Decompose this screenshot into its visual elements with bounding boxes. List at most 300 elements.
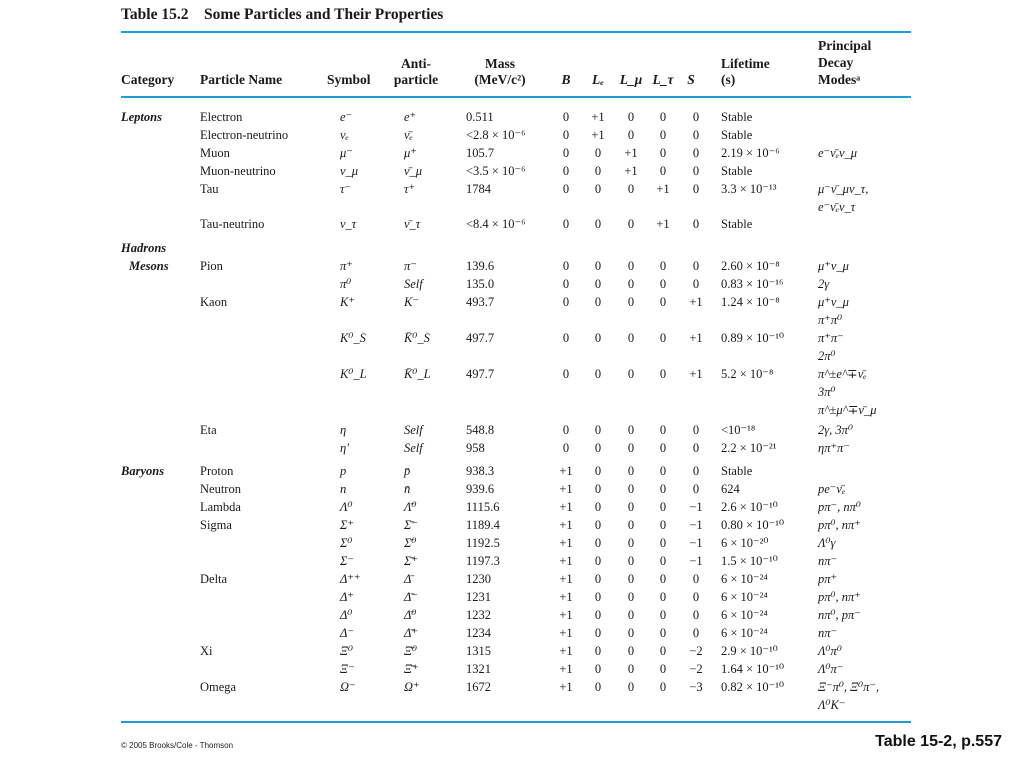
cell-sym: π⁰: [340, 277, 352, 291]
cell-decay-mode: π⁺π⁰: [818, 313, 843, 327]
cell-life: 1.5 × 10⁻¹⁰: [721, 554, 778, 568]
cell-Lm: 0: [627, 331, 635, 345]
category-label: Leptons: [121, 110, 162, 124]
cell-life: <10⁻¹⁸: [721, 423, 756, 437]
cell-decay-mode: 3π⁰: [818, 385, 836, 399]
cell-B: +1: [559, 590, 573, 604]
cell-S: 0: [692, 423, 700, 437]
cell-S: 0: [692, 482, 700, 496]
cell-decay-mode: π^±e^∓ν̄ₑ: [818, 367, 867, 381]
cell-sym: νₑ: [340, 128, 349, 142]
cell-Le: 0: [594, 295, 602, 309]
cell-Lm: 0: [627, 464, 635, 478]
cell-anti: ν̄ₑ: [404, 128, 413, 142]
cell-S: 0: [692, 590, 700, 604]
cell-sym: μ⁻: [340, 146, 353, 160]
cell-sym: Σ⁰: [340, 536, 353, 550]
cell-mass: 0.511: [466, 110, 494, 124]
cell-Lt: 0: [659, 441, 667, 455]
cell-Lt: 0: [659, 146, 667, 160]
cell-life: 6 × 10⁻²⁴: [721, 608, 768, 622]
cell-Lm: 0: [627, 518, 635, 532]
header-antiparticle-2: particle: [393, 72, 439, 87]
cell-decay-mode: pπ⁰, nπ⁺: [818, 518, 861, 532]
cell-Lt: 0: [659, 128, 667, 142]
cell-name: Pion: [200, 259, 223, 273]
cell-name: Proton: [200, 464, 234, 478]
cell-life: 2.6 × 10⁻¹⁰: [721, 500, 778, 514]
cell-decay-mode: 2π⁰: [818, 349, 836, 363]
header-muon-number: L_μ: [619, 72, 643, 87]
cell-Le: +1: [591, 110, 605, 124]
cell-mass: 135.0: [466, 277, 495, 291]
cell-sym: Σ⁺: [340, 518, 355, 532]
header-electron-number: Lₑ: [592, 72, 604, 87]
cell-anti: Λ̄⁰: [404, 500, 417, 514]
cell-mass: 958: [466, 441, 485, 455]
cell-decay-mode: π^±μ^∓ν̄_μ: [818, 403, 877, 417]
cell-Lt: 0: [659, 367, 667, 381]
cell-Lt: 0: [659, 626, 667, 640]
cell-mass: 497.7: [466, 367, 495, 381]
cell-mass: 105.7: [466, 146, 495, 160]
cell-Le: 0: [594, 482, 602, 496]
cell-Lt: 0: [659, 295, 667, 309]
cell-mass: <2.8 × 10⁻⁶: [466, 128, 526, 142]
cell-S: 0: [692, 164, 700, 178]
cell-Le: 0: [594, 518, 602, 532]
cell-sym: Σ⁻: [340, 554, 355, 568]
cell-B: 0: [562, 259, 570, 273]
cell-Lm: 0: [627, 441, 635, 455]
cell-B: 0: [562, 441, 570, 455]
cell-Le: 0: [594, 464, 602, 478]
cell-Le: 0: [594, 441, 602, 455]
cell-name: Neutron: [200, 482, 241, 496]
cell-Le: 0: [594, 572, 602, 586]
cell-name: Electron-neutrino: [200, 128, 289, 142]
top-rule: [121, 31, 911, 33]
cell-sym: Ω⁻: [340, 680, 356, 694]
cell-Lm: 0: [627, 423, 635, 437]
cell-Le: 0: [594, 536, 602, 550]
cell-life: 6 × 10⁻²⁴: [721, 572, 768, 586]
cell-B: +1: [559, 554, 573, 568]
cell-decay-mode: π⁺π⁻: [818, 331, 844, 345]
cell-name: Omega: [200, 680, 237, 694]
cell-Lt: 0: [659, 680, 667, 694]
cell-life: 6 × 10⁻²⁴: [721, 626, 768, 640]
cell-S: −2: [689, 662, 703, 676]
cell-anti: Δ̄⁺: [404, 626, 418, 640]
cell-mass: 1232: [466, 608, 491, 622]
header-lifetime-1: Lifetime: [721, 56, 770, 71]
category-label: Hadrons: [121, 241, 167, 255]
copyright-notice: © 2005 Brooks/Cole - Thomson: [121, 741, 234, 750]
cell-name: Kaon: [200, 295, 228, 309]
header-tau-number: L_τ: [652, 72, 674, 87]
header-rule: [121, 96, 911, 98]
cell-Lt: 0: [659, 518, 667, 532]
cell-decay-mode: nπ⁻: [818, 626, 838, 640]
cell-anti: Σ̄⁺: [404, 554, 419, 568]
header-category: Category: [121, 72, 175, 87]
cell-Lm: 0: [627, 295, 635, 309]
cell-decay-mode: e⁻ν̄ₑν_τ: [818, 200, 856, 214]
cell-B: 0: [562, 182, 570, 196]
cell-Le: 0: [594, 423, 602, 437]
cell-Lm: 0: [627, 367, 635, 381]
cell-Lm: 0: [627, 608, 635, 622]
cell-mass: 1230: [466, 572, 491, 586]
cell-life: Stable: [721, 128, 753, 142]
cell-S: +1: [689, 295, 703, 309]
cell-Lt: 0: [659, 572, 667, 586]
cell-name: Eta: [200, 423, 217, 437]
header-baryon-number: B: [561, 72, 571, 87]
cell-life: 2.60 × 10⁻⁸: [721, 259, 780, 273]
cell-Lm: 0: [627, 500, 635, 514]
cell-S: 0: [692, 182, 700, 196]
cell-anti: Self: [404, 423, 423, 437]
cell-B: 0: [562, 277, 570, 291]
cell-decay-mode: Λ⁰π⁰: [818, 644, 842, 658]
cell-anti: ν̄_τ: [404, 217, 421, 231]
cell-anti: ν̄_μ: [404, 164, 423, 178]
cell-anti: Self: [404, 441, 423, 455]
cell-Le: 0: [594, 259, 602, 273]
header-decay-2: Decay: [818, 55, 854, 70]
cell-sym: K⁰_S: [340, 331, 366, 345]
table-title: Table 15.2 Some Particles and Their Properties: [121, 6, 444, 23]
cell-B: +1: [559, 464, 573, 478]
cell-name: Lambda: [200, 500, 241, 514]
cell-Lt: 0: [659, 590, 667, 604]
cell-B: +1: [559, 608, 573, 622]
cell-S: 0: [692, 608, 700, 622]
cell-Le: 0: [594, 626, 602, 640]
cell-mass: 1192.5: [466, 536, 500, 550]
cell-B: 0: [562, 423, 570, 437]
cell-S: 0: [692, 110, 700, 124]
cell-Le: 0: [594, 164, 602, 178]
cell-decay-mode: μ⁺ν_μ: [818, 295, 849, 309]
cell-Lm: 0: [627, 572, 635, 586]
cell-sym: Ξ⁻: [340, 662, 355, 676]
header-lifetime-2: (s): [721, 72, 736, 87]
header-strangeness: S: [687, 72, 695, 87]
cell-B: 0: [562, 295, 570, 309]
cell-name: Delta: [200, 572, 228, 586]
cell-Le: 0: [594, 554, 602, 568]
cell-decay-mode: μ⁺ν_μ: [818, 259, 849, 273]
cell-life: 0.80 × 10⁻¹⁰: [721, 518, 785, 532]
cell-sym: n: [340, 482, 347, 496]
cell-B: +1: [559, 644, 573, 658]
cell-anti: e⁺: [404, 110, 417, 124]
cell-B: 0: [562, 128, 570, 142]
cell-anti: K̄⁰_L: [404, 367, 431, 381]
cell-decay-mode: pπ⁻, nπ⁰: [818, 500, 861, 514]
cell-anti: τ⁺: [404, 182, 416, 196]
cell-Lt: 0: [659, 608, 667, 622]
cell-name: Muon: [200, 146, 230, 160]
cell-anti: Ω⁺: [404, 680, 420, 694]
cell-S: −3: [689, 680, 703, 694]
cell-sym: Λ⁰: [340, 500, 353, 514]
cell-S: −1: [689, 518, 703, 532]
cell-Lt: 0: [659, 277, 667, 291]
cell-Le: 0: [594, 500, 602, 514]
cell-Lm: +1: [624, 146, 638, 160]
cell-Lm: 0: [627, 217, 635, 231]
cell-decay-mode: 2γ: [818, 277, 830, 291]
cell-mass: 939.6: [466, 482, 495, 496]
cell-life: 2.19 × 10⁻⁶: [721, 146, 780, 160]
cell-Le: 0: [594, 331, 602, 345]
cell-life: Stable: [721, 217, 753, 231]
cell-mass: 1197.3: [466, 554, 500, 568]
cell-life: 2.9 × 10⁻¹⁰: [721, 644, 778, 658]
header-antiparticle-1: Anti-: [401, 56, 431, 71]
cell-life: 6 × 10⁻²⁴: [721, 590, 768, 604]
cell-Le: 0: [594, 182, 602, 196]
cell-S: +1: [689, 331, 703, 345]
cell-Lm: 0: [627, 644, 635, 658]
cell-Lt: 0: [659, 644, 667, 658]
cell-Lt: 0: [659, 464, 667, 478]
cell-S: 0: [692, 626, 700, 640]
cell-Lm: 0: [627, 259, 635, 273]
cell-sym: Δ⁻: [340, 626, 354, 640]
cell-life: 1.24 × 10⁻⁸: [721, 295, 780, 309]
cell-mass: 1315: [466, 644, 491, 658]
cell-mass: 1231: [466, 590, 491, 604]
cell-sym: ν_τ: [340, 217, 357, 231]
cell-Lt: 0: [659, 554, 667, 568]
cell-Lm: 0: [627, 277, 635, 291]
cell-life: 0.83 × 10⁻¹⁶: [721, 277, 784, 291]
cell-B: +1: [559, 518, 573, 532]
cell-Lt: +1: [656, 182, 670, 196]
cell-sym: K⁰_L: [340, 367, 367, 381]
cell-sym: Δ⁺⁺: [340, 572, 361, 586]
cell-B: +1: [559, 482, 573, 496]
cell-Le: 0: [594, 680, 602, 694]
header-decay-1: Principal: [818, 38, 872, 53]
cell-S: −2: [689, 644, 703, 658]
cell-Lm: 0: [627, 110, 635, 124]
cell-anti: π⁻: [404, 259, 417, 273]
cell-S: −1: [689, 536, 703, 550]
cell-Lt: 0: [659, 164, 667, 178]
cell-Lt: 0: [659, 500, 667, 514]
cell-B: +1: [559, 626, 573, 640]
cell-sym: K⁺: [340, 295, 355, 309]
cell-Le: 0: [594, 217, 602, 231]
cell-S: 0: [692, 277, 700, 291]
cell-anti: Self: [404, 277, 423, 291]
cell-mass: 1115.6: [466, 500, 500, 514]
cell-anti: Δ̄: [404, 572, 412, 586]
cell-mass: 1189.4: [466, 518, 500, 532]
cell-anti: Ξ̄⁰: [404, 644, 418, 658]
cell-B: 0: [562, 217, 570, 231]
cell-S: 0: [692, 217, 700, 231]
cell-mass: 497.7: [466, 331, 495, 345]
cell-sym: Δ⁺: [340, 590, 354, 604]
cell-sym: η: [340, 423, 347, 437]
table-caption: Table 15-2, p.557: [875, 733, 1002, 750]
cell-B: +1: [559, 680, 573, 694]
cell-life: 0.89 × 10⁻¹⁰: [721, 331, 785, 345]
cell-decay-mode: pπ⁰, nπ⁺: [818, 590, 861, 604]
cell-Le: 0: [594, 146, 602, 160]
cell-S: 0: [692, 464, 700, 478]
cell-mass: <3.5 × 10⁻⁶: [466, 164, 526, 178]
cell-B: +1: [559, 572, 573, 586]
cell-Lt: 0: [659, 331, 667, 345]
cell-decay-mode: e⁻ν̄ₑν_μ: [818, 146, 858, 160]
cell-sym: η′: [340, 441, 349, 455]
cell-S: 0: [692, 259, 700, 273]
cell-Le: 0: [594, 662, 602, 676]
cell-mass: 139.6: [466, 259, 495, 273]
cell-Lt: 0: [659, 482, 667, 496]
cell-sym: ν_μ: [340, 164, 359, 178]
cell-Lt: +1: [656, 217, 670, 231]
cell-mass: 1784: [466, 182, 491, 196]
cell-S: −1: [689, 500, 703, 514]
cell-anti: n̄: [404, 482, 411, 496]
cell-Lt: 0: [659, 423, 667, 437]
cell-name: Tau-neutrino: [200, 217, 265, 231]
cell-anti: Δ̄⁻: [404, 590, 418, 604]
header-symbol: Symbol: [327, 72, 371, 87]
cell-Lt: 0: [659, 259, 667, 273]
cell-sym: e⁻: [340, 110, 353, 124]
cell-B: 0: [562, 164, 570, 178]
cell-Le: 0: [594, 367, 602, 381]
cell-B: +1: [559, 536, 573, 550]
cell-anti: K⁻: [404, 295, 419, 309]
cell-sym: Δ⁰: [340, 608, 353, 622]
header-decay-3: Modesᵃ: [818, 72, 861, 87]
category-label: Mesons: [129, 259, 169, 273]
cell-mass: 1672: [466, 680, 491, 694]
cell-anti: p̄: [404, 464, 411, 478]
cell-anti: Ξ̄⁺: [404, 662, 419, 676]
header-particle-name: Particle Name: [200, 72, 283, 87]
cell-mass: 938.3: [466, 464, 495, 478]
cell-decay-mode: ηπ⁺π⁻: [818, 441, 850, 455]
cell-decay-mode: Λ⁰π⁻: [818, 662, 844, 676]
cell-mass: 1321: [466, 662, 491, 676]
cell-anti: K̄⁰_S: [404, 331, 430, 345]
cell-Lm: 0: [627, 128, 635, 142]
cell-name: Electron: [200, 110, 243, 124]
cell-life: Stable: [721, 110, 753, 124]
cell-B: +1: [559, 500, 573, 514]
cell-decay-mode: Ξ⁻π⁰, Ξ⁰π⁻,: [818, 680, 880, 694]
cell-Lt: 0: [659, 536, 667, 550]
cell-Lm: +1: [624, 164, 638, 178]
cell-name: Sigma: [200, 518, 232, 532]
cell-anti: Σ̄⁻: [404, 518, 419, 532]
cell-life: Stable: [721, 164, 753, 178]
cell-Lm: 0: [627, 554, 635, 568]
cell-sym: τ⁻: [340, 182, 352, 196]
cell-decay-mode: μ⁻ν̄_μν_τ,: [818, 182, 869, 196]
cell-Lm: 0: [627, 182, 635, 196]
header-mass-2: (MeV/c²): [474, 72, 526, 87]
cell-life: 6 × 10⁻²⁰: [721, 536, 769, 550]
cell-Lm: 0: [627, 590, 635, 604]
cell-Lm: 0: [627, 680, 635, 694]
cell-S: 0: [692, 572, 700, 586]
cell-anti: Δ̄⁰: [404, 608, 417, 622]
cell-sym: p: [340, 464, 347, 478]
cell-Le: 0: [594, 590, 602, 604]
bottom-rule: [121, 721, 911, 723]
cell-Lm: 0: [627, 626, 635, 640]
cell-mass: <8.4 × 10⁻⁶: [466, 217, 526, 231]
cell-S: 0: [692, 146, 700, 160]
cell-S: 0: [692, 441, 700, 455]
category-label: Baryons: [121, 464, 165, 478]
cell-decay-mode: Λ⁰K⁻: [818, 698, 846, 712]
cell-life: 5.2 × 10⁻⁸: [721, 367, 774, 381]
cell-decay-mode: 2γ, 3π⁰: [818, 423, 853, 437]
cell-S: +1: [689, 367, 703, 381]
cell-life: 1.64 × 10⁻¹⁰: [721, 662, 785, 676]
cell-life: 2.2 × 10⁻²¹: [721, 441, 777, 455]
cell-mass: 548.8: [466, 423, 495, 437]
cell-B: 0: [562, 331, 570, 345]
cell-decay-mode: Λ⁰γ: [818, 536, 836, 550]
cell-anti: μ⁺: [404, 146, 417, 160]
cell-Le: 0: [594, 608, 602, 622]
cell-sym: π⁺: [340, 259, 353, 273]
cell-decay-mode: nπ⁻: [818, 554, 838, 568]
cell-Le: 0: [594, 644, 602, 658]
cell-decay-mode: pπ⁺: [818, 572, 838, 586]
cell-B: +1: [559, 662, 573, 676]
cell-decay-mode: pe⁻ν̄ₑ: [818, 482, 846, 496]
cell-Lm: 0: [627, 482, 635, 496]
cell-Le: 0: [594, 277, 602, 291]
cell-name: Xi: [200, 644, 213, 658]
cell-Le: +1: [591, 128, 605, 142]
cell-mass: 493.7: [466, 295, 495, 309]
cell-B: 0: [562, 367, 570, 381]
cell-life: 3.3 × 10⁻¹³: [721, 182, 777, 196]
cell-Lm: 0: [627, 662, 635, 676]
cell-anti: Σ̄⁰: [404, 536, 417, 550]
cell-B: 0: [562, 110, 570, 124]
cell-S: −1: [689, 554, 703, 568]
cell-Lt: 0: [659, 110, 667, 124]
cell-decay-mode: nπ⁰, pπ⁻: [818, 608, 861, 622]
cell-life: 624: [721, 482, 740, 496]
header-mass-1: Mass: [485, 56, 515, 71]
cell-Lm: 0: [627, 536, 635, 550]
cell-S: 0: [692, 128, 700, 142]
cell-name: Tau: [200, 182, 219, 196]
cell-name: Muon-neutrino: [200, 164, 276, 178]
cell-mass: 1234: [466, 626, 491, 640]
cell-B: 0: [562, 146, 570, 160]
